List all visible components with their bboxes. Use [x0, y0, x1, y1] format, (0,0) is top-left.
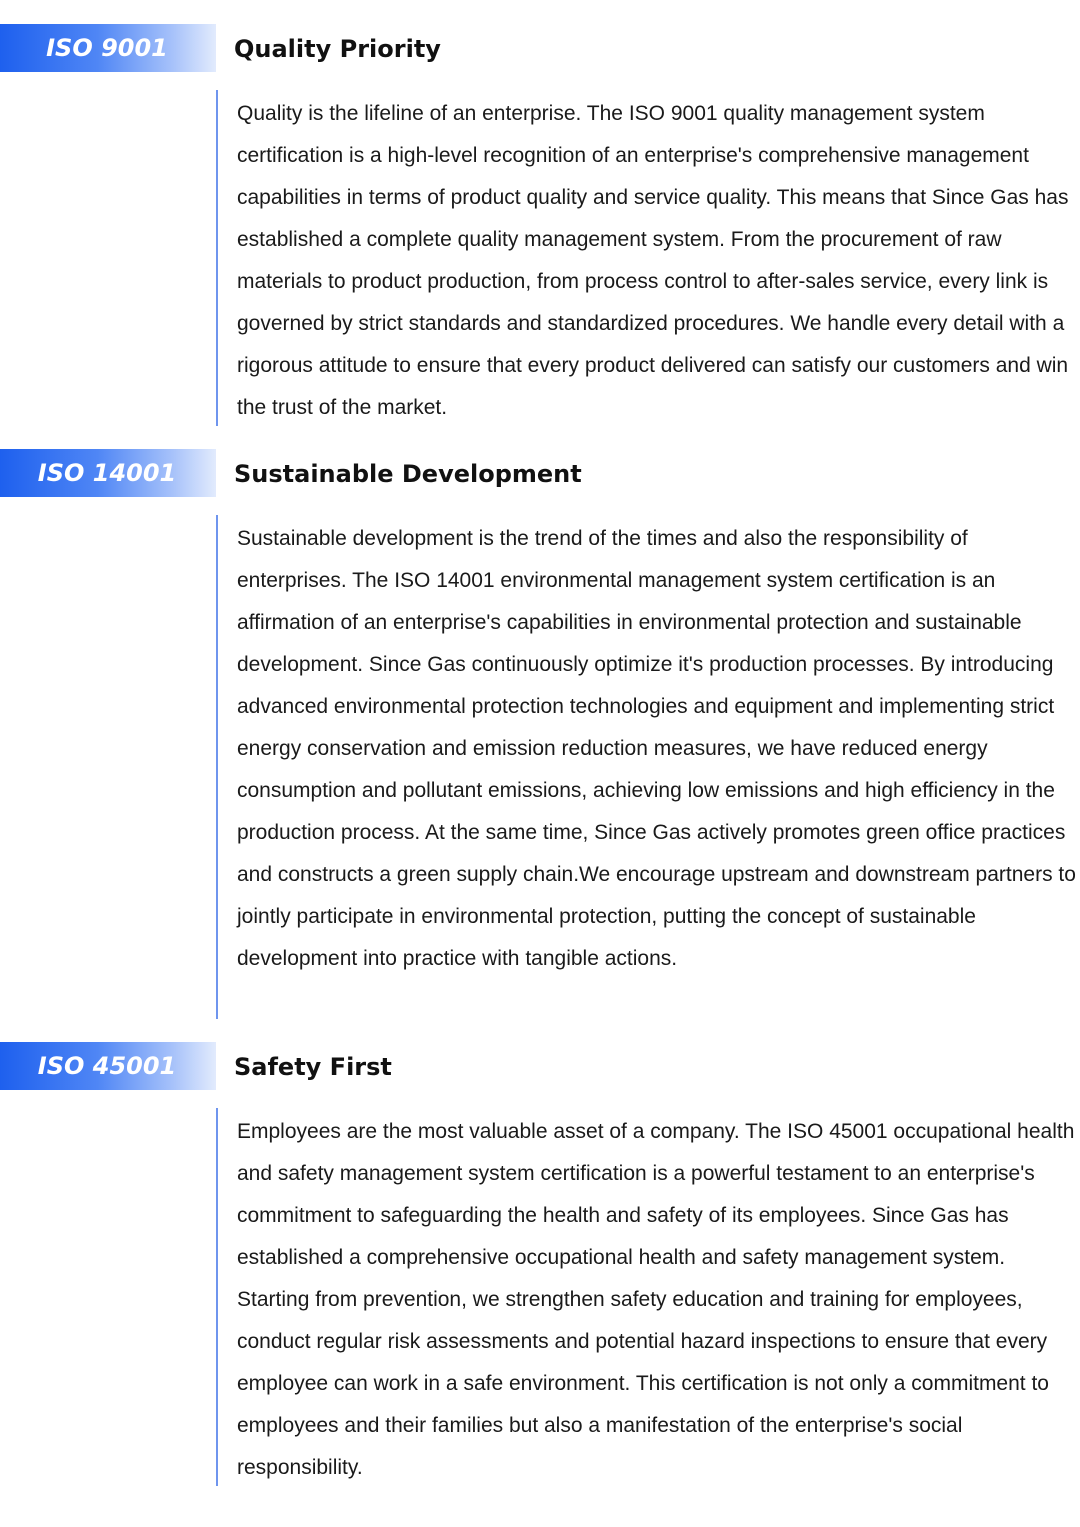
section-body-iso-14001 — [216, 515, 1080, 1019]
iso-45001-badge: ISO 45001 — [0, 1042, 216, 1090]
section-title-sustainable-development: Sustainable Development — [234, 460, 582, 488]
body-text-quality-priority: Quality is the lifeline of an enterprise. The ISO 9001 quality management system certification is a high-level recognition of an enterprise's comprehensive management capabilities in terms of product quality and service quality. This means that Since Gas has established a complete quality management system. From the procurement of raw materials to product production, from process control to after-sales service, every link is governed by strict standards and standardized procedures. We handle every detail with a rigorous attitude to ensure that every product delivered can satisfy our customers and win the trust of the market. — [237, 102, 1069, 419]
body-text-sustainable-development: Sustainable development is the trend of the times and also the responsibility of enterprises. The ISO 14001 environmental management system certification is an affirmation of an enterprise's capabilities in environmental protection and sustainable development. Since Gas continuously optimize it's production processes. By introducing advanced environmental protection technologies and equipment and implementing strict energy conservation and emission reduction measures, we have reduced energy consumption and pollutant emissions, achieving low emissions and high efficiency in the production process. At the same time, Since Gas actively promotes green office practices and constructs a green supply chain.We encourage upstream and downstream partners to jointly participate in environmental protection, putting the concept of sustainable development into practice with tangible actions. — [237, 527, 1076, 970]
section-title-safety-first: Safety First — [234, 1053, 392, 1081]
section-title-quality-priority: Quality Priority — [234, 35, 441, 63]
iso-14001-badge: ISO 14001 — [0, 449, 216, 497]
section-body-iso-9001 — [216, 90, 1080, 426]
body-text-safety-first: Employees are the most valuable asset of a company. The ISO 45001 occupational health and safety management system certification is a powerful testament to an enterprise's commitment to safeguarding the health and safety of its employees. Since Gas has established a comprehensive occupational health and safety management system. Starting from prevention, we strengthen safety education and training for employees, conduct regular risk assessments and potential hazard inspections to ensure that every employee can work in a safe environment. This certification is not only a commitment to employees and their families but also a manifestation of the enterprise's social responsibility. — [237, 1120, 1075, 1479]
iso-9001-badge: ISO 9001 — [0, 24, 216, 72]
section-body-iso-45001 — [216, 1108, 1080, 1486]
